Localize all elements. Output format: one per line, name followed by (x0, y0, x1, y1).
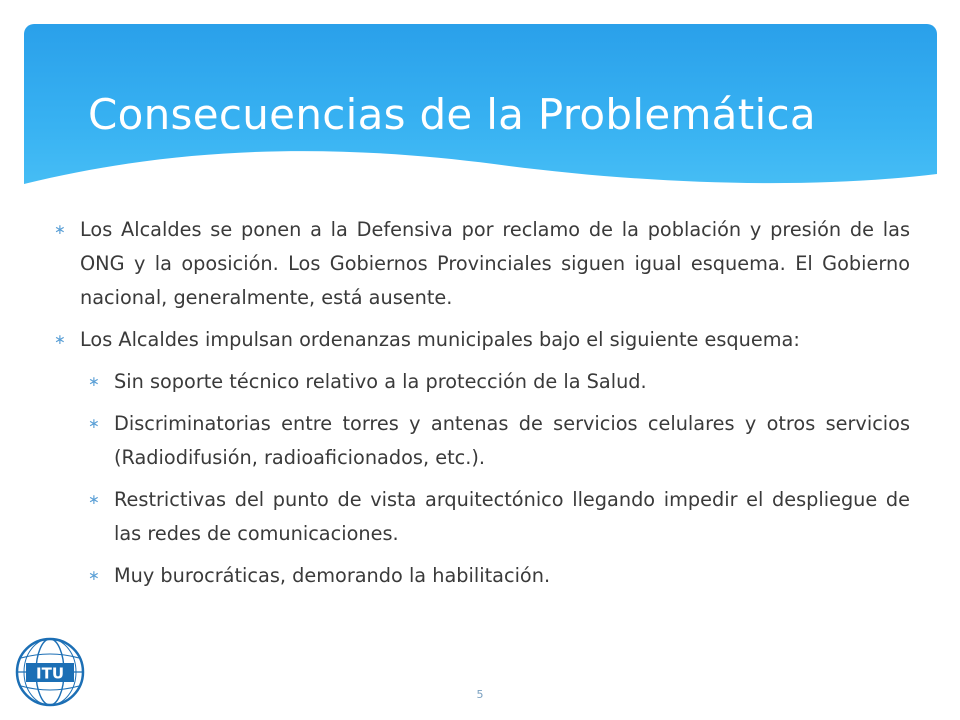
title-banner (24, 24, 937, 210)
bullet-marker-icon: ∗ (88, 416, 100, 432)
sub-bullet-item (88, 407, 910, 475)
bullet-item (54, 213, 910, 315)
bullet-text: Sin soporte técnico relativo a la protección de la Salud. (114, 370, 647, 393)
itu-logo-icon (14, 636, 86, 708)
bullet-text: Restrictivas del punto de vista arquitectónico llegando impedir el despliegue de las redes de comunicaciones. (114, 488, 910, 545)
bullet-text: Discriminatorias entre torres y antenas de servicios celulares y otros servicios (Radiodifusión, radioaficionados, etc.). (114, 412, 910, 469)
slide-title: Consecuencias de la Problemática (88, 90, 816, 139)
sub-bullet-item (88, 483, 910, 551)
bullet-list (54, 213, 910, 601)
page-number: 5 (476, 688, 484, 701)
bullet-marker-icon: ∗ (54, 222, 66, 238)
sub-bullet-item (88, 365, 910, 399)
bullet-text: Muy burocráticas, demorando la habilitación. (114, 564, 551, 587)
bullet-marker-icon: ∗ (88, 492, 100, 508)
bullet-text: Los Alcaldes se ponen a la Defensiva por reclamo de la población y presión de las ONG y la oposición. Los Gobiernos Provinciales siguen igual esquema. El Gobierno nacional, generalmente, está ausente. (80, 218, 910, 309)
bullet-text: Los Alcaldes impulsan ordenanzas municipales bajo el siguiente esquema: (80, 328, 800, 351)
bullet-marker-icon: ∗ (88, 568, 100, 584)
bullet-item (54, 323, 910, 357)
sub-bullet-item (88, 559, 910, 593)
logo-text: ITU (36, 664, 64, 683)
bullet-marker-icon: ∗ (54, 332, 66, 348)
bullet-marker-icon: ∗ (88, 374, 100, 390)
